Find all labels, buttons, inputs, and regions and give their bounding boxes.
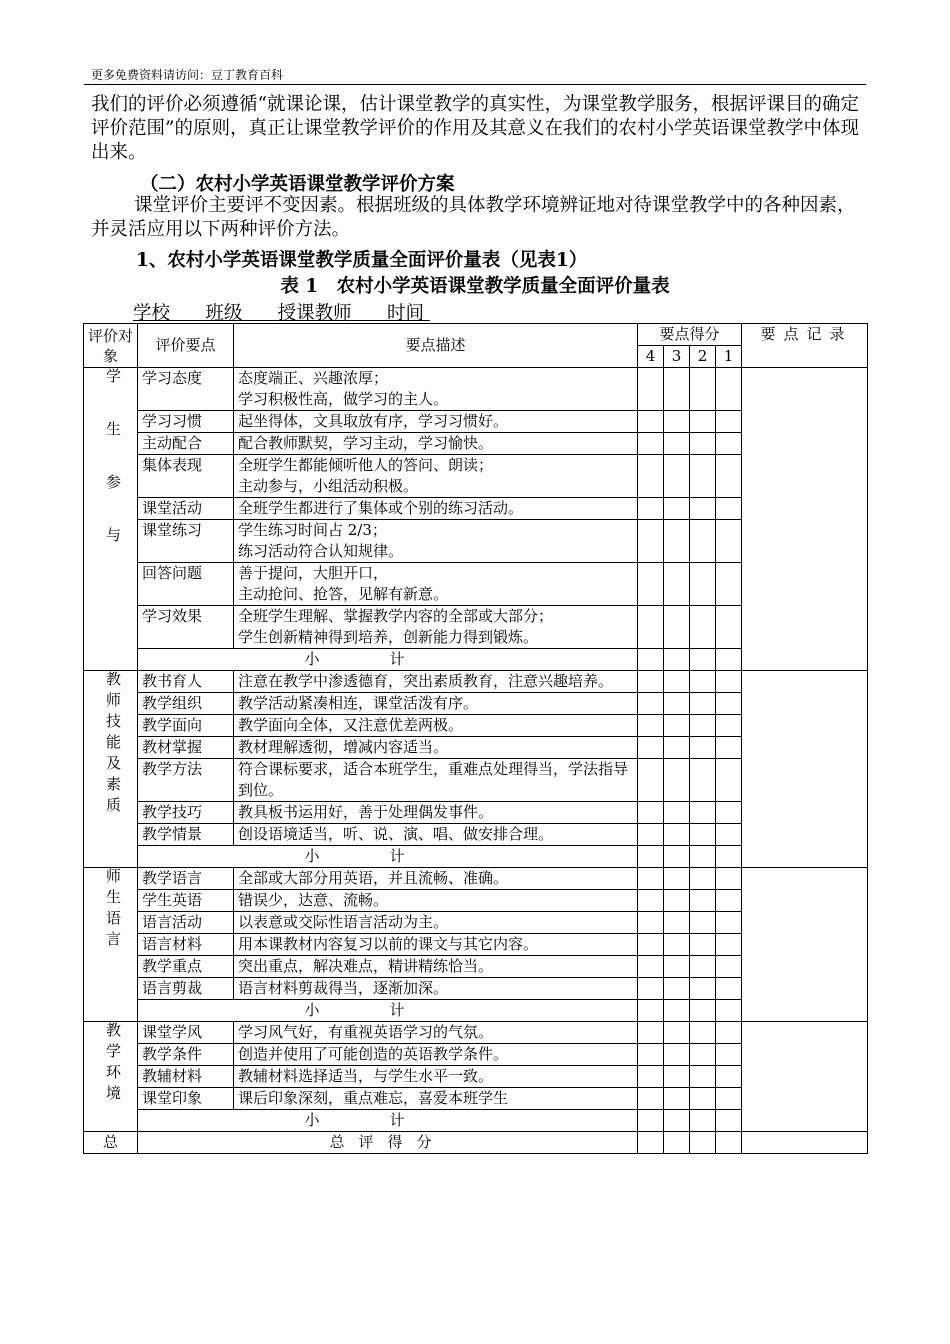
score-cell[interactable] [664,671,690,693]
score-cell[interactable] [638,846,664,868]
score-cell[interactable] [690,1000,716,1022]
category-label: 学生参与 [104,368,122,580]
desc-cell: 全班学生理解、掌握教学内容的全部或大部分； 学生创新精神得到培养，创新能力得到锻炼。 [234,606,638,649]
point-cell: 语言材料 [138,934,234,956]
score-cell[interactable] [638,824,664,846]
evaluation-table [83,323,868,1154]
score-cell[interactable] [716,1088,742,1110]
score-cell[interactable] [664,1000,690,1022]
score-cell[interactable] [638,563,664,606]
score-cell[interactable] [638,606,664,649]
desc-cell: 全部或大部分用英语，并且流畅、准确。 [234,868,638,890]
score-cell[interactable] [664,563,690,606]
score-cell[interactable] [716,1044,742,1066]
desc-cell: 教学活动紧凑相连，课堂活泼有序。 [234,693,638,715]
header-score-1: 1 [716,346,742,368]
point-cell: 学习态度 [138,368,234,411]
point-cell: 课堂学风 [138,1022,234,1044]
header-record: 要点记录 [742,324,868,368]
score-cell[interactable] [664,956,690,978]
score-cell[interactable] [664,1110,690,1132]
header-desc: 要点描述 [234,324,638,368]
score-cell[interactable] [716,1000,742,1022]
paragraph-2: 课堂评价主要评不变因素。根据班级的具体教学环境辨证地对待课堂教学中的各种因素，并灵活应用以下两种评价方法。 [91,195,856,240]
record-cell[interactable] [742,1132,868,1154]
score-cell[interactable] [690,1044,716,1066]
score-cell[interactable] [690,455,716,498]
score-cell[interactable] [664,824,690,846]
score-cell[interactable] [638,693,664,715]
score-cell[interactable] [664,868,690,890]
score-cell[interactable] [716,715,742,737]
score-cell[interactable] [638,1066,664,1088]
score-cell[interactable] [638,520,664,563]
score-cell[interactable] [664,846,690,868]
score-cell[interactable] [664,520,690,563]
score-cell[interactable] [690,956,716,978]
score-cell[interactable] [664,715,690,737]
score-cell[interactable] [716,649,742,671]
desc-cell: 用本课教材内容复习以前的课文与其它内容。 [234,934,638,956]
table-row [84,1022,868,1044]
score-cell[interactable] [716,737,742,759]
score-cell[interactable] [638,498,664,520]
score-cell[interactable] [716,846,742,868]
score-cell[interactable] [716,368,742,411]
score-cell[interactable] [638,978,664,1000]
table-row [84,368,868,411]
category-cell [84,368,138,671]
score-cell[interactable] [690,1132,716,1154]
score-cell[interactable] [664,1044,690,1066]
score-cell[interactable] [716,498,742,520]
score-cell[interactable] [690,802,716,824]
desc-cell: 全班学生都能倾听他人的答问、朗读； 主动参与，小组活动积极。 [234,455,638,498]
desc-cell: 以表意或交际性语言活动为主。 [234,912,638,934]
score-cell[interactable] [638,1022,664,1044]
score-cell[interactable] [690,890,716,912]
point-cell: 主动配合 [138,433,234,455]
score-cell[interactable] [716,455,742,498]
score-cell[interactable] [690,1110,716,1132]
score-cell[interactable] [690,1066,716,1088]
score-cell[interactable] [690,934,716,956]
header-score-2: 2 [690,346,716,368]
score-cell[interactable] [690,1088,716,1110]
score-cell[interactable] [716,606,742,649]
score-cell[interactable] [690,671,716,693]
score-cell[interactable] [664,912,690,934]
score-cell[interactable] [690,498,716,520]
header-object: 评价对象 [84,324,138,368]
record-cell[interactable] [742,368,868,671]
desc-cell: 教材理解透彻，增减内容适当。 [234,737,638,759]
score-cell[interactable] [638,802,664,824]
subtotal-label: 小计 [138,649,638,671]
score-cell[interactable] [716,934,742,956]
score-cell[interactable] [664,498,690,520]
point-cell: 课堂印象 [138,1088,234,1110]
subtotal-label: 小计 [138,1110,638,1132]
score-cell[interactable] [716,912,742,934]
score-cell[interactable] [716,802,742,824]
score-cell[interactable] [664,1022,690,1044]
table-row [84,868,868,890]
score-cell[interactable] [716,956,742,978]
header-rule [84,84,866,85]
score-cell[interactable] [716,693,742,715]
point-cell: 教学情景 [138,824,234,846]
point-cell: 教学面向 [138,715,234,737]
score-cell[interactable] [638,956,664,978]
desc-cell: 错误少，达意、流畅。 [234,890,638,912]
score-cell[interactable] [664,1066,690,1088]
desc-cell: 教具板书运用好，善于处理偶发事件。 [234,802,638,824]
score-cell[interactable] [638,715,664,737]
category-cell [84,868,138,1022]
score-cell[interactable] [664,455,690,498]
score-cell[interactable] [638,1132,664,1154]
score-cell[interactable] [664,978,690,1000]
score-cell[interactable] [664,433,690,455]
score-cell[interactable] [690,1022,716,1044]
score-cell[interactable] [716,411,742,433]
score-cell[interactable] [638,1110,664,1132]
score-cell[interactable] [638,1000,664,1022]
point-cell: 集体表现 [138,455,234,498]
score-cell[interactable] [716,1066,742,1088]
category-cell [84,671,138,868]
subtotal-label: 小计 [138,1000,638,1022]
score-cell[interactable] [716,824,742,846]
point-cell: 教学条件 [138,1044,234,1066]
score-cell[interactable] [664,737,690,759]
score-cell[interactable] [716,1132,742,1154]
category-label: 师生语言 [104,868,122,952]
score-cell[interactable] [690,563,716,606]
score-cell[interactable] [664,649,690,671]
score-cell[interactable] [716,563,742,606]
point-cell: 教学技巧 [138,802,234,824]
paragraph-1: 我们的评价必须遵循“就课论课，估计课堂教学的真实性，为课堂教学服务，根据评课目的确定评价范围”的原则，真正让课堂教学评价的作用及其意义在我们的农村小学英语课堂教学中体现出来。 [91,94,859,163]
score-cell[interactable] [638,649,664,671]
point-cell: 语言剪裁 [138,978,234,1000]
score-cell[interactable] [716,1022,742,1044]
score-cell[interactable] [716,520,742,563]
teacher-label: 授课教师 [277,303,352,324]
desc-cell: 学习风气好，有重视英语学习的气氛。 [234,1022,638,1044]
total-score-label: 总评得分 [138,1132,638,1154]
section-3-title: 1、农村小学英语课堂教学质量全面评价量表（见表1） [136,250,588,271]
table-row [84,671,868,693]
point-cell: 教辅材料 [138,1066,234,1088]
point-cell: 学生英语 [138,890,234,912]
score-cell[interactable] [638,912,664,934]
point-cell: 教材掌握 [138,737,234,759]
score-cell[interactable] [664,1132,690,1154]
score-cell[interactable] [690,433,716,455]
point-cell: 学习习惯 [138,411,234,433]
score-cell[interactable] [690,737,716,759]
point-cell: 教学组织 [138,693,234,715]
category-cell [84,1022,138,1132]
desc-cell: 善于提问，大胆开口， 主动抢问、抢答，见解有新意。 [234,563,638,606]
score-cell[interactable] [716,978,742,1000]
score-cell[interactable] [690,411,716,433]
score-cell[interactable] [690,649,716,671]
score-cell[interactable] [638,1044,664,1066]
score-cell[interactable] [664,890,690,912]
desc-cell: 课后印象深刻，重点难忘，喜爱本班学生 [234,1088,638,1110]
point-cell: 教学方法 [138,759,234,802]
desc-cell: 创造并使用了可能创造的英语教学条件。 [234,1044,638,1066]
header-score-3: 3 [664,346,690,368]
desc-cell: 教学面向全体，又注意优差两极。 [234,715,638,737]
point-cell: 教书育人 [138,671,234,693]
point-cell: 学习效果 [138,606,234,649]
table-caption: 表 1 农村小学英语课堂教学质量全面评价量表 [280,276,670,297]
point-cell: 教学重点 [138,956,234,978]
score-cell[interactable] [690,824,716,846]
score-cell[interactable] [664,802,690,824]
score-cell[interactable] [690,868,716,890]
score-cell[interactable] [664,693,690,715]
score-cell[interactable] [716,1110,742,1132]
record-cell[interactable] [742,1022,868,1132]
desc-cell: 注意在教学中渗透德育，突出素质教育，注意兴趣培养。 [234,671,638,693]
class-label: 班级 [205,303,243,324]
point-cell: 课堂练习 [138,520,234,563]
desc-cell: 全班学生都进行了集体或个别的练习活动。 [234,498,638,520]
score-cell[interactable] [638,433,664,455]
score-cell[interactable] [690,846,716,868]
header-note: 更多免费资料请访问：豆丁教育百科 [91,68,284,82]
score-cell[interactable] [664,606,690,649]
desc-cell: 配合教师默契，学习主动，学习愉快。 [234,433,638,455]
point-cell: 课堂活动 [138,498,234,520]
category-label: 教师技能及素质 [104,671,122,818]
score-cell[interactable] [638,759,664,802]
score-cell[interactable] [690,520,716,563]
category-label: 教学环境 [104,1022,122,1106]
score-cell[interactable] [638,868,664,890]
desc-cell: 创设语境适当，听、说、演、唱、做安排合理。 [234,824,638,846]
total-label: 总 [84,1132,138,1154]
point-cell: 回答问题 [138,563,234,606]
score-cell[interactable] [664,368,690,411]
score-cell[interactable] [716,671,742,693]
score-cell[interactable] [716,890,742,912]
score-cell[interactable] [664,759,690,802]
desc-cell: 态度端正、兴趣浓厚； 学习积极性高，做学习的主人。 [234,368,638,411]
score-cell[interactable] [638,671,664,693]
desc-cell: 起坐得体，文具取放有序，学习习惯好。 [234,411,638,433]
point-cell: 语言活动 [138,912,234,934]
desc-cell: 教辅材料选择适当，与学生水平一致。 [234,1066,638,1088]
desc-cell: 突出重点，解决难点，精讲精练恰当。 [234,956,638,978]
score-cell[interactable] [638,411,664,433]
desc-cell: 符合课标要求，适合本班学生，重难点处理得当，学法指导到位。 [234,759,638,802]
time-label: 时间 [386,303,424,324]
score-cell[interactable] [638,455,664,498]
header-score-4: 4 [638,346,664,368]
score-cell[interactable] [716,759,742,802]
header-score: 要点得分 [638,324,742,346]
desc-cell: 学生练习时间占 2/3； 练习活动符合认知规律。 [234,520,638,563]
score-cell[interactable] [638,737,664,759]
score-cell[interactable] [716,433,742,455]
record-cell[interactable] [742,868,868,1022]
score-cell[interactable] [638,890,664,912]
record-cell[interactable] [742,671,868,868]
score-cell[interactable] [664,411,690,433]
point-cell: 教学语言 [138,868,234,890]
score-cell[interactable] [690,715,716,737]
score-cell[interactable] [690,912,716,934]
score-cell[interactable] [664,1088,690,1110]
score-cell[interactable] [638,368,664,411]
score-cell[interactable] [690,606,716,649]
total-row [84,1132,868,1154]
school-label: 学校 [133,303,171,324]
desc-cell: 语言材料剪裁得当，逐渐加深。 [234,978,638,1000]
score-cell[interactable] [690,759,716,802]
section-2-title: （二）农村小学英语课堂教学评价方案 [140,174,455,195]
score-cell[interactable] [664,934,690,956]
subtotal-label: 小计 [138,846,638,868]
score-cell[interactable] [638,1088,664,1110]
score-cell[interactable] [690,368,716,411]
score-cell[interactable] [690,978,716,1000]
fill-in-row [133,299,430,325]
score-cell[interactable] [690,693,716,715]
header-point: 评价要点 [138,324,234,368]
score-cell[interactable] [716,868,742,890]
score-cell[interactable] [638,934,664,956]
